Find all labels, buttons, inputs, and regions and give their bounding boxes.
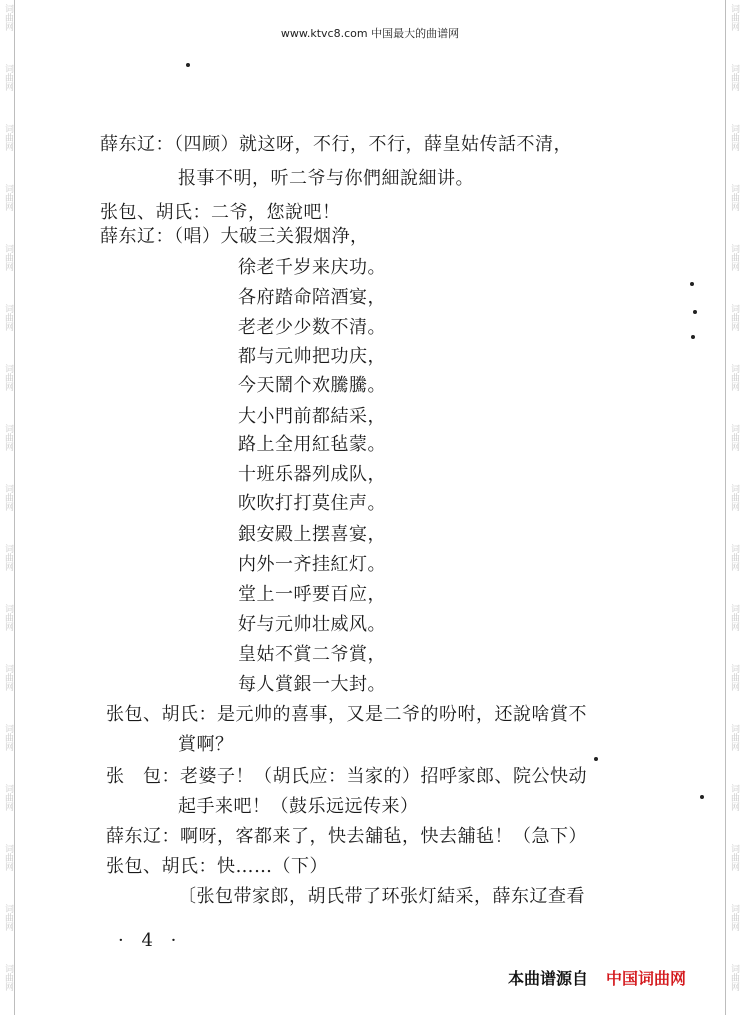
watermark-text: 词曲网 (729, 424, 739, 451)
watermark-text: 词曲网 (729, 364, 739, 391)
watermark-text: 词曲网 (3, 484, 13, 511)
watermark-text: 词曲网 (3, 784, 13, 811)
watermark-text: 词曲网 (3, 64, 13, 91)
watermark-text: 词曲网 (3, 664, 13, 691)
scan-speck (700, 795, 704, 799)
watermark-text: 词曲网 (3, 964, 13, 991)
watermark-text: 词曲网 (3, 904, 13, 931)
script-line: 每人賞銀一大封。 (238, 674, 386, 695)
watermark-text: 词曲网 (3, 304, 13, 331)
watermark-text: 词曲网 (729, 304, 739, 331)
script-line: 堂上一呼要百应， (238, 584, 386, 605)
watermark-text: 词曲网 (729, 184, 739, 211)
watermark-text: 词曲网 (3, 244, 13, 271)
script-line: 老老少少数不清。 (238, 317, 386, 338)
script-line: 薛东辽：（唱）大破三关猳烟浄， (100, 226, 369, 247)
script-line: 张包、胡氏：是元帅的喜事，又是二爷的吩咐，还說啥賞不 (106, 704, 587, 725)
watermark-text: 词曲网 (729, 244, 739, 271)
watermark-text: 词曲网 (729, 484, 739, 511)
watermark-text: 词曲网 (3, 424, 13, 451)
watermark-text: 词曲网 (729, 784, 739, 811)
script-line: 〔张包带家郎，胡氏带了环张灯結采，薛东辽查看 (178, 886, 585, 907)
watermark-text: 词曲网 (3, 184, 13, 211)
watermark-text: 词曲网 (3, 544, 13, 571)
script-line: 张 包：老婆子！（胡氏应：当家的）招呼家郎、院公快动 (106, 766, 587, 787)
script-line: 各府踏命陪酒宴， (238, 287, 386, 308)
page-number: · 4 · (118, 930, 183, 951)
script-line: 大小門前都結采， (238, 406, 386, 427)
source-footer (508, 966, 686, 989)
scan-speck (693, 310, 697, 314)
brand-link[interactable]: 中国词曲网 (606, 969, 687, 988)
script-line: 报事不明，听二爷与你們細說細讲。 (178, 168, 474, 189)
scan-speck (594, 757, 598, 761)
script-line: 十班乐器列成队， (238, 464, 386, 485)
script-line: 薛东辽：啊呀，客都来了，快去舖毡，快去舖毡！（急下） (106, 826, 587, 847)
watermark-text: 词曲网 (3, 844, 13, 871)
watermark-text: 词曲网 (3, 724, 13, 751)
script-line: 张包、胡氏：快……（下） (106, 856, 328, 877)
script-line: 起手来吧！（鼓乐远远传来） (178, 796, 419, 817)
watermark-text: 词曲网 (729, 604, 739, 631)
watermark-text: 词曲网 (729, 844, 739, 871)
scan-speck (186, 63, 190, 67)
watermark-text: 词曲网 (3, 124, 13, 151)
script-line: 徐老千岁来庆功。 (238, 257, 386, 278)
scan-speck (691, 335, 695, 339)
script-line: 路上全用紅毡蒙。 (238, 434, 386, 455)
watermark-text: 词曲网 (3, 364, 13, 391)
watermark-text: 词曲网 (729, 544, 739, 571)
watermark-text: 词曲网 (729, 664, 739, 691)
script-line: 好与元帅壮威风。 (238, 614, 386, 635)
watermark-text: 词曲网 (729, 124, 739, 151)
watermark-text: 词曲网 (729, 64, 739, 91)
watermark-text: 词曲网 (3, 604, 13, 631)
script-line: 皇姑不賞二爷賞， (238, 644, 386, 665)
script-line: 薛东辽：（四顾）就这呀，不行，不行，薛皇姑传話不清， (100, 134, 572, 155)
watermark-text: 词曲网 (3, 4, 13, 31)
watermark-text: 词曲网 (729, 724, 739, 751)
script-line: 吹吹打打莫住声。 (238, 493, 386, 514)
watermark-text: 词曲网 (729, 904, 739, 931)
watermark-text: 词曲网 (729, 964, 739, 991)
script-line: 今天鬧个欢騰騰。 (238, 375, 386, 396)
script-line: 张包、胡氏：二爷，您說吧！ (100, 202, 341, 223)
script-line: 賞啊？ (178, 734, 234, 755)
script-line: 銀安殿上摆喜宴， (238, 524, 386, 545)
script-line: 都与元帅把功庆， (238, 346, 386, 367)
scan-speck (690, 282, 694, 286)
watermark-text: 词曲网 (729, 4, 739, 31)
site-header: www.ktvc8.com 中国最大的曲谱网 (280, 27, 460, 40)
source-label: 本曲谱源自 (508, 969, 589, 988)
script-line: 内外一齐挂紅灯。 (238, 554, 386, 575)
